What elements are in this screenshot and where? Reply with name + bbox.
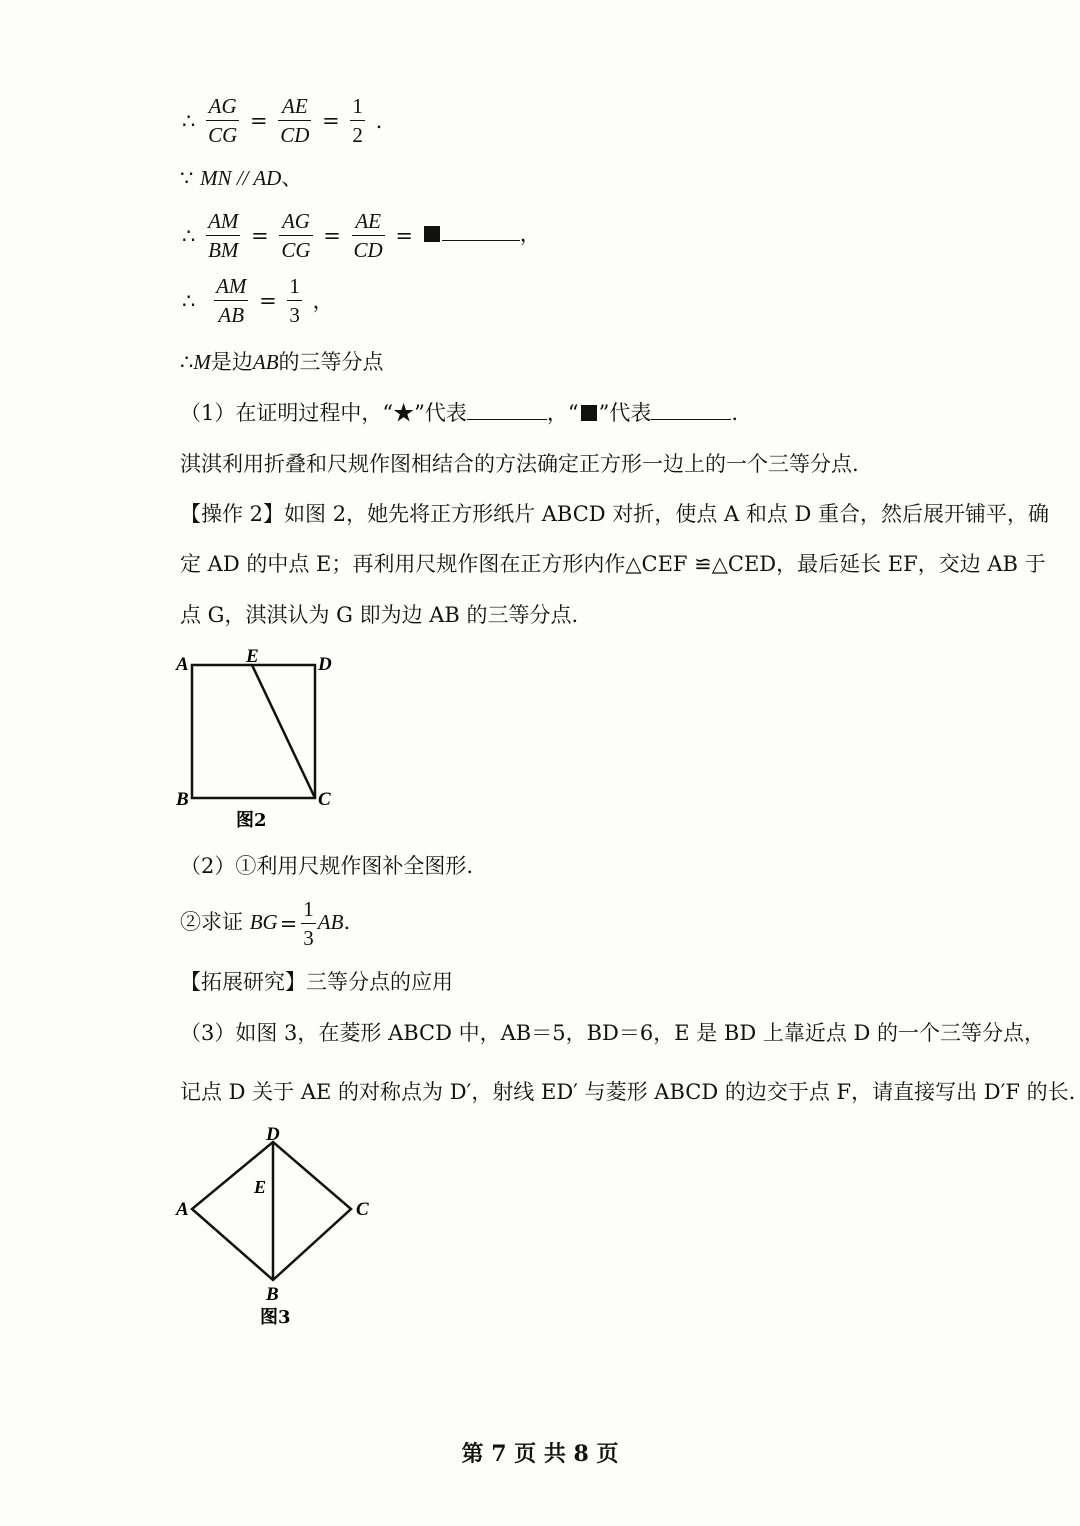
segment-ec: [252, 665, 315, 798]
fraction: $\frac{1}{2}$: [352, 94, 363, 147]
proof-line-1: ∴ $\frac{AG}{CG}$ = $\frac{AE}{CD}$ = $\frac{1}{2}$ .: [182, 94, 383, 147]
proof-line-5: ∴M是边AB的三等分点: [180, 350, 384, 374]
label-d: D: [266, 1124, 280, 1145]
operation-2-line-3: 点 G，淇淇认为 G 即为边 AB 的三等分点.: [180, 603, 579, 627]
label-b: B: [176, 789, 189, 810]
figure-3-caption: 图3: [260, 1307, 291, 1328]
page-number: 第 7 页 共 8 页: [461, 1441, 619, 1467]
label-c: C: [318, 789, 331, 810]
operation-2-line-1: 【操作 2】如图 2，她先将正方形纸片 ABCD 对折，使点 A 和点 D 重合，然后展开铺平，确: [180, 502, 1050, 526]
fraction: $\frac{AE}{CD}$: [280, 94, 310, 147]
question-2-line-2: ②求证 BG= $\frac{1}{3}$ AB.: [180, 897, 351, 950]
figure-3-rhombus: [170, 1120, 390, 1330]
label-e: E: [254, 1177, 267, 1197]
question-1: （1）在证明过程中，“★”代表 ，“ ”代表 .: [180, 401, 739, 425]
label-d: D: [318, 654, 332, 675]
label-a: A: [176, 654, 189, 675]
operation-2-line-2: 定 AD 的中点 E；再利用尺规作图在正方形内作△CEF ≌△CED，最后延长 EF，交边 AB 于: [180, 552, 1046, 576]
square-abcd: [192, 665, 315, 798]
figure-2-square: [170, 640, 350, 840]
extension-title: 【拓展研究】三等分点的应用: [180, 970, 453, 994]
answer-blank[interactable]: [442, 240, 520, 241]
label-a: A: [176, 1199, 189, 1220]
figure-2-caption: 图2: [236, 810, 267, 831]
square-answer-blank[interactable]: [651, 419, 731, 420]
label-b: B: [266, 1284, 279, 1305]
label-c: C: [356, 1199, 369, 1220]
filled-square-icon: [424, 226, 440, 242]
question-3-line-1: （3）如图 3，在菱形 ABCD 中，AB＝5，BD＝6，E 是 BD 上靠近点 D 的一个三等分点，: [180, 1021, 1046, 1045]
question-3-line-2: 记点 D 关于 AE 的对称点为 D′，射线 ED′ 与菱形 ABCD 的边交于点 F，请直接写出 D′F 的长.: [180, 1080, 1076, 1104]
proof-line-3: ∴ $\frac{AM}{BM}$ = $\frac{AG}{CG}$ = $\frac{AE}{CD}$ = ，: [182, 209, 541, 262]
fraction: $\frac{AG}{CG}$: [208, 94, 238, 147]
proof-line-2: ∵ MN // AD、: [180, 166, 303, 190]
star-answer-blank[interactable]: [467, 419, 547, 420]
intro-text: 淇淇利用折叠和尺规作图相结合的方法确定正方形一边上的一个三等分点.: [180, 452, 859, 476]
question-2-line-1: （2）①利用尺规作图补全图形.: [180, 854, 474, 878]
filled-square-icon: [581, 405, 597, 421]
label-e: E: [246, 646, 259, 667]
rhombus-abcd: [192, 1142, 351, 1280]
proof-line-4: ∴ $\frac{AM}{AB}$ = $\frac{1}{3}$ ，: [182, 274, 334, 327]
